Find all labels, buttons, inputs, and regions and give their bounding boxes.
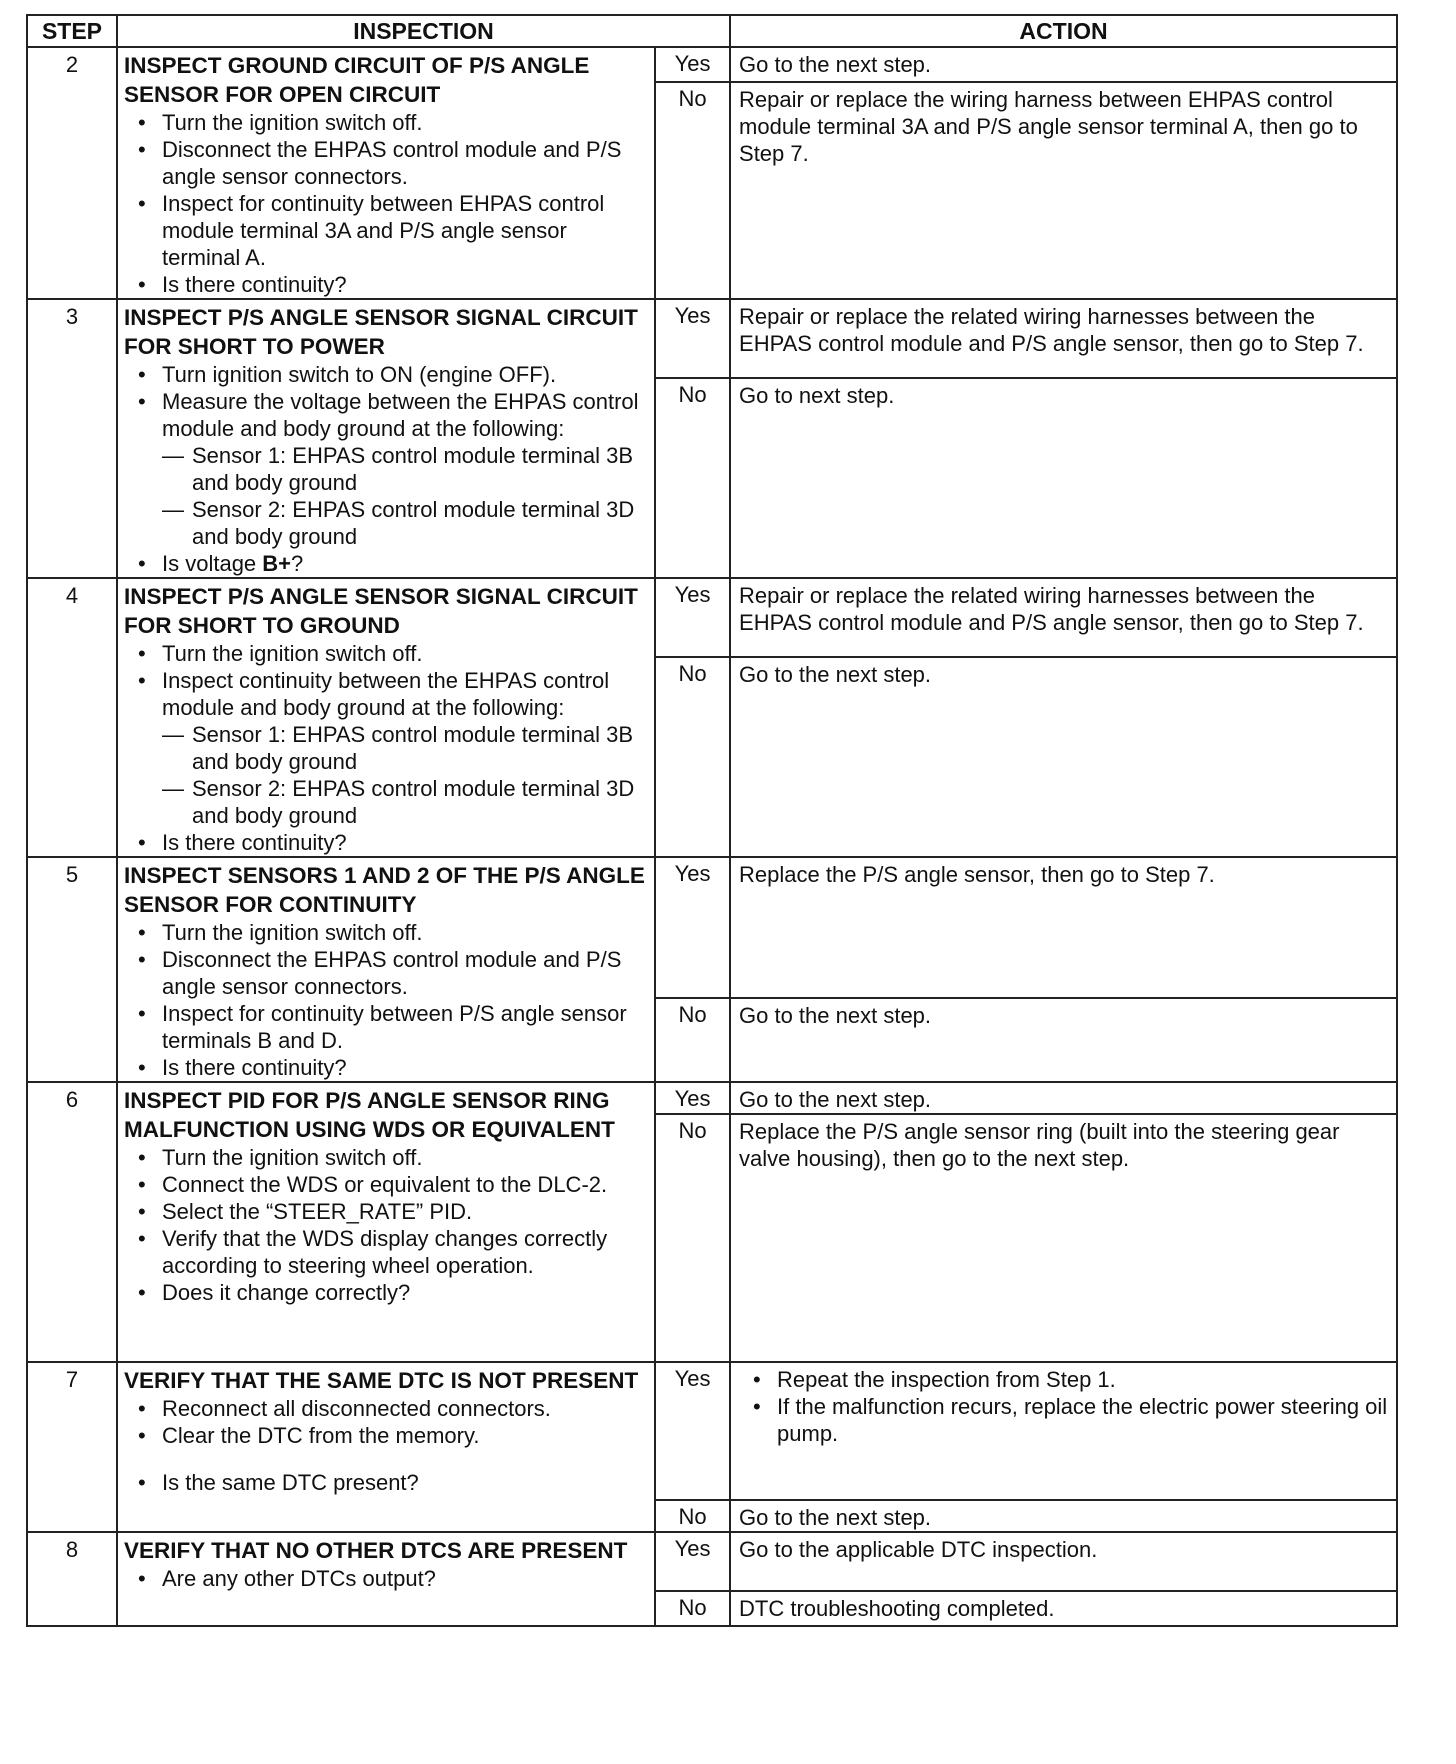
step-number: 2 (27, 47, 117, 299)
inspection-cell (117, 47, 655, 299)
inspection-cell (117, 857, 655, 1082)
inspection-subitems (124, 721, 648, 829)
no-label: No (655, 378, 730, 578)
yes-action: Repair or replace the related wiring harnesses between the EHPAS control module and P/S angle sensor, then go to Step 7. (730, 578, 1397, 657)
inspection-bullet: • Connect the WDS or equivalent to the DLC-2. (124, 1171, 648, 1198)
inspection-bullet: • Measure the voltage between the EHPAS control module and body ground at the following: (124, 388, 648, 442)
inspection-subitem: — Sensor 1: EHPAS control module terminal 3B and body ground (124, 442, 648, 496)
yes-action: Go to the next step. (730, 1082, 1397, 1114)
inspection-bullet: • Turn the ignition switch off. (124, 919, 648, 946)
header-step: STEP (27, 15, 117, 47)
inspection-bullets (124, 829, 648, 856)
no-label: No (655, 1114, 730, 1362)
inspection-question: • Are any other DTCs output? (124, 1565, 648, 1592)
inspection-title: INSPECT SENSORS 1 AND 2 OF THE P/S ANGLE SENSOR FOR CONTINUITY (124, 863, 645, 917)
no-action: Go to next step. (730, 378, 1397, 578)
yes-label: Yes (655, 857, 730, 998)
inspection-cell (117, 299, 655, 578)
inspection-bullet: • Turn the ignition switch off. (124, 109, 648, 136)
no-action: Go to the next step. (730, 998, 1397, 1082)
inspection-title: INSPECT P/S ANGLE SENSOR SIGNAL CIRCUIT FOR SHORT TO POWER (124, 305, 638, 359)
inspection-bullets (124, 1469, 648, 1496)
inspection-question: • Is there continuity? (124, 829, 648, 856)
inspection-subitems (124, 442, 648, 550)
inspection-subitem: — Sensor 1: EHPAS control module terminal 3B and body ground (124, 721, 648, 775)
spacer (124, 1449, 648, 1469)
inspection-bullets (124, 1395, 648, 1449)
yes-action (730, 1362, 1397, 1500)
no-label: No (655, 998, 730, 1082)
inspection-subitem: — Sensor 2: EHPAS control module terminal 3D and body ground (124, 496, 648, 550)
inspection-cell (117, 1532, 655, 1626)
no-action: Go to the next step. (730, 1500, 1397, 1532)
inspection-bullet: • Turn the ignition switch off. (124, 1144, 648, 1171)
inspection-bullets (124, 550, 648, 577)
yes-label: Yes (655, 299, 730, 378)
table-row (27, 578, 1397, 657)
inspection-title: VERIFY THAT THE SAME DTC IS NOT PRESENT (124, 1368, 639, 1393)
question-bold: B+ (262, 551, 292, 576)
inspection-title: INSPECT GROUND CIRCUIT OF P/S ANGLE SENSOR FOR OPEN CIRCUIT (124, 53, 590, 107)
inspection-bullet: • Inspect continuity between the EHPAS control module and body ground at the following: (124, 667, 648, 721)
inspection-cell (117, 1362, 655, 1532)
no-action: Go to the next step. (730, 657, 1397, 857)
yes-label: Yes (655, 578, 730, 657)
no-label: No (655, 82, 730, 299)
inspection-title: VERIFY THAT NO OTHER DTCS ARE PRESENT (124, 1538, 628, 1563)
table-row (27, 47, 1397, 82)
question-text: ? (291, 551, 304, 576)
inspection-subitem: — Sensor 2: EHPAS control module terminal 3D and body ground (124, 775, 648, 829)
step-number: 3 (27, 299, 117, 578)
step-number: 6 (27, 1082, 117, 1362)
yes-label: Yes (655, 1532, 730, 1591)
inspection-bullet: • Is there continuity? (124, 1054, 648, 1081)
yes-label: Yes (655, 47, 730, 82)
inspection-bullets (124, 1565, 648, 1592)
inspection-bullet: • Turn the ignition switch off. (124, 640, 648, 667)
yes-label: Yes (655, 1082, 730, 1114)
inspection-bullets (124, 109, 648, 298)
action-bullet: • If the malfunction recurs, replace the electric power steering oil pump. (739, 1393, 1388, 1447)
troubleshooting-document (26, 14, 1396, 1627)
yes-action: Repair or replace the related wiring harnesses between the EHPAS control module and P/S angle sensor, then go to Step 7. (730, 299, 1397, 378)
inspection-title: INSPECT PID FOR P/S ANGLE SENSOR RING MALFUNCTION USING WDS OR EQUIVALENT (124, 1088, 615, 1142)
table-row (27, 299, 1397, 378)
inspection-bullet: • Verify that the WDS display changes correctly according to steering wheel operation. (124, 1225, 648, 1279)
no-label: No (655, 1591, 730, 1626)
inspection-bullets (124, 640, 648, 721)
inspection-bullet: • Reconnect all disconnected connectors. (124, 1395, 648, 1422)
inspection-cell (117, 1082, 655, 1362)
inspection-bullet: • Is there continuity? (124, 271, 648, 298)
yes-action: Replace the P/S angle sensor, then go to Step 7. (730, 857, 1397, 998)
yes-action: Go to the next step. (730, 47, 1397, 82)
inspection-question: • Is the same DTC present? (124, 1469, 648, 1496)
inspection-bullet: • Disconnect the EHPAS control module and P/S angle sensor connectors. (124, 136, 648, 190)
no-action: Repair or replace the wiring harness between EHPAS control module terminal 3A and P/S angle sensor terminal A, then go to Step 7. (730, 82, 1397, 299)
inspection-bullet: • Clear the DTC from the memory. (124, 1422, 648, 1449)
no-label: No (655, 657, 730, 857)
inspection-question (124, 550, 648, 577)
inspection-bullet: • Turn ignition switch to ON (engine OFF). (124, 361, 648, 388)
header-row (27, 15, 1397, 47)
header-action: ACTION (730, 15, 1397, 47)
table-row (27, 857, 1397, 998)
action-bullet: • Repeat the inspection from Step 1. (739, 1366, 1388, 1393)
step-number: 7 (27, 1362, 117, 1532)
table-row (27, 1082, 1397, 1114)
table-row (27, 1532, 1397, 1591)
no-action: DTC troubleshooting completed. (730, 1591, 1397, 1626)
question-text: Is voltage (162, 551, 263, 576)
no-label: No (655, 1500, 730, 1532)
inspection-bullets (124, 1144, 648, 1306)
step-number: 4 (27, 578, 117, 857)
inspection-bullets (124, 361, 648, 442)
header-inspection: INSPECTION (117, 15, 730, 47)
step-number: 5 (27, 857, 117, 1082)
inspection-title: INSPECT P/S ANGLE SENSOR SIGNAL CIRCUIT FOR SHORT TO GROUND (124, 584, 638, 638)
inspection-bullets (124, 919, 648, 1081)
inspection-cell (117, 578, 655, 857)
inspection-bullet: • Inspect for continuity between P/S angle sensor terminals B and D. (124, 1000, 648, 1054)
table-row (27, 1362, 1397, 1500)
step-number: 8 (27, 1532, 117, 1626)
yes-action: Go to the applicable DTC inspection. (730, 1532, 1397, 1591)
inspection-bullet: • Select the “STEER_RATE” PID. (124, 1198, 648, 1225)
inspection-bullet: • Disconnect the EHPAS control module and P/S angle sensor connectors. (124, 946, 648, 1000)
inspection-bullet: • Does it change correctly? (124, 1279, 648, 1306)
inspection-bullet: • Inspect for continuity between EHPAS control module terminal 3A and P/S angle sensor terminal A. (124, 190, 648, 271)
no-action: Replace the P/S angle sensor ring (built into the steering gear valve housing), then go to the next step. (730, 1114, 1397, 1362)
action-bullets (739, 1366, 1388, 1447)
yes-label: Yes (655, 1362, 730, 1500)
inspection-table (26, 14, 1398, 1627)
